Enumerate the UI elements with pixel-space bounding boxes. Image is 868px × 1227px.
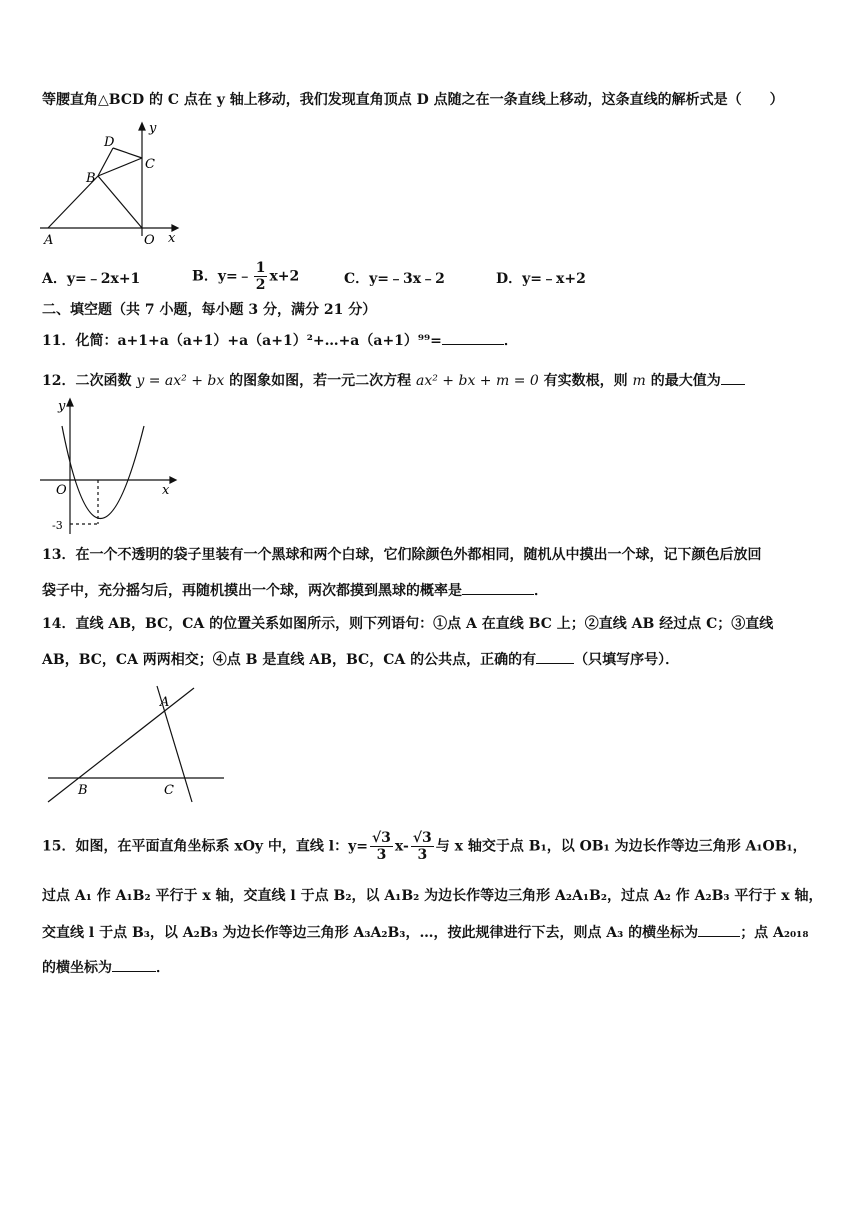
q15-frac2 <box>411 830 434 863</box>
q14-label-B: B <box>78 783 88 798</box>
q14-label-A: A <box>160 695 170 710</box>
label-D: D <box>104 135 115 150</box>
q10-options <box>42 260 842 293</box>
q15-l4-text: 的横坐标为 <box>42 960 112 976</box>
q13-blank <box>462 580 534 595</box>
label-O: O <box>144 233 155 248</box>
option-c: C．y=﹣3x﹣2 <box>344 271 445 287</box>
q15-blank2 <box>112 957 156 972</box>
q11-blank <box>442 330 504 345</box>
q11 <box>42 330 838 351</box>
option-b-fraction <box>254 260 268 293</box>
q11-text: 11．化简：a+1+a（a+1）+a（a+1）²+…+a（a+1）⁹⁹= <box>42 333 442 349</box>
option-a: A．y=﹣2x+1 <box>42 271 141 287</box>
fraction-denominator: 2 <box>255 277 266 293</box>
q14-l2-end: （只填写序号）． <box>574 652 680 668</box>
q15-blank1 <box>698 922 740 937</box>
q15-l3b-text: ；点 A₂₀₁₈ <box>740 925 809 941</box>
q10-figure <box>38 118 188 250</box>
q15-p2: 与 x 轴交于点 B₁，以 OB₁ 为边长作等边三角形 A₁OB₁， <box>435 838 807 855</box>
label-C: C <box>145 157 155 172</box>
q12-formula1: y = ax² + bx <box>136 373 225 389</box>
q14-figure <box>44 682 228 806</box>
q13-end: ． <box>534 583 548 599</box>
q13-line1: 13．在一个不透明的袋子里装有一个黑球和两个白球，它们除颜色外都相同，随机从中摸出一个球，记下颜色后放回 <box>42 547 762 563</box>
q12-figure <box>40 396 182 536</box>
section-title: 二、填空题（共 7 小题，每小题 3 分，满分 21 分） <box>42 302 377 318</box>
q14-label-C: C <box>164 783 174 798</box>
q15-line2: 过点 A₁ 作 A₁B₂ 平行于 x 轴，交直线 l 于点 B₂，以 A₁B₂ 为边长作等边三角形 A₂A₁B₂，过点 A₂ 作 A₂B₃ 平行于 x 轴， <box>42 888 823 904</box>
fraction-numerator: 1 <box>255 260 266 276</box>
q15-line1 <box>42 830 838 870</box>
label-y: y <box>149 121 157 136</box>
q11-end: ． <box>503 333 518 349</box>
q15-l3-text: 交直线 l 于点 B₃，以 A₂B₃ 为边长作等边三角形 A₃A₂B₃，…，按此规律进行下去，则点 A₃ 的横坐标为 <box>42 925 699 941</box>
option-b-prefix: B．y=﹣ <box>192 268 252 285</box>
option-b <box>192 260 299 293</box>
option-d: D．y=﹣x+2 <box>496 271 586 287</box>
q15-line3 <box>42 922 838 943</box>
q14-l2-text: AB，BC，CA 两两相交；④点 B 是直线 AB，BC，CA 的公共点，正确的有 <box>42 652 537 668</box>
label-A: A <box>44 233 54 248</box>
q15-l4-end: ． <box>156 960 170 976</box>
q12 <box>42 370 838 391</box>
q15-px: x- <box>394 838 409 855</box>
q14-line2 <box>42 649 838 670</box>
label-B: B <box>86 171 96 186</box>
q12-label-minus3: -3 <box>52 519 63 532</box>
q12-label-y: y <box>58 399 66 414</box>
q15-frac1-num: √3 <box>371 830 391 846</box>
q10-stem: 等腰直角△BCD 的 C 点在 y 轴上移动，我们发现直角顶点 D 点随之在一条直线上移动，这条直线的解析式是（ ） <box>42 92 784 108</box>
q12-p4: 的最大值为 <box>650 373 721 389</box>
q12-formula3: m <box>632 373 646 389</box>
q15-frac1 <box>370 830 393 863</box>
q13-line2 <box>42 580 838 601</box>
q14-line1: 14．直线 AB，BC，CA 的位置关系如图所示，则下列语句：①点 A 在直线 BC 上；②直线 AB 经过点 C；③直线 <box>42 616 774 632</box>
q12-formula2: ax² + bx + m = 0 <box>416 373 539 389</box>
q15-frac2-den: 3 <box>417 847 428 863</box>
q12-label-O: O <box>56 483 67 498</box>
q15-line4 <box>42 957 838 978</box>
q12-blank <box>721 370 745 385</box>
q13-l2-text: 袋子中，充分摇匀后，再随机摸出一个球，两次都摸到黑球的概率是 <box>42 583 462 599</box>
q12-p3: 有实数根，则 <box>543 373 628 389</box>
q12-label-x: x <box>162 483 170 498</box>
q15-frac2-num: √3 <box>412 830 432 846</box>
label-x: x <box>168 231 176 246</box>
q15-p1: 15．如图，在平面直角坐标系 xOy 中，直线 l：y= <box>42 838 368 855</box>
q12-p2: 的图象如图，若一元二次方程 <box>229 373 412 389</box>
q14-blank <box>536 649 574 664</box>
q12-p1: 12．二次函数 <box>42 373 132 389</box>
option-b-suffix: x+2 <box>269 268 300 285</box>
q15-frac1-den: 3 <box>376 847 387 863</box>
